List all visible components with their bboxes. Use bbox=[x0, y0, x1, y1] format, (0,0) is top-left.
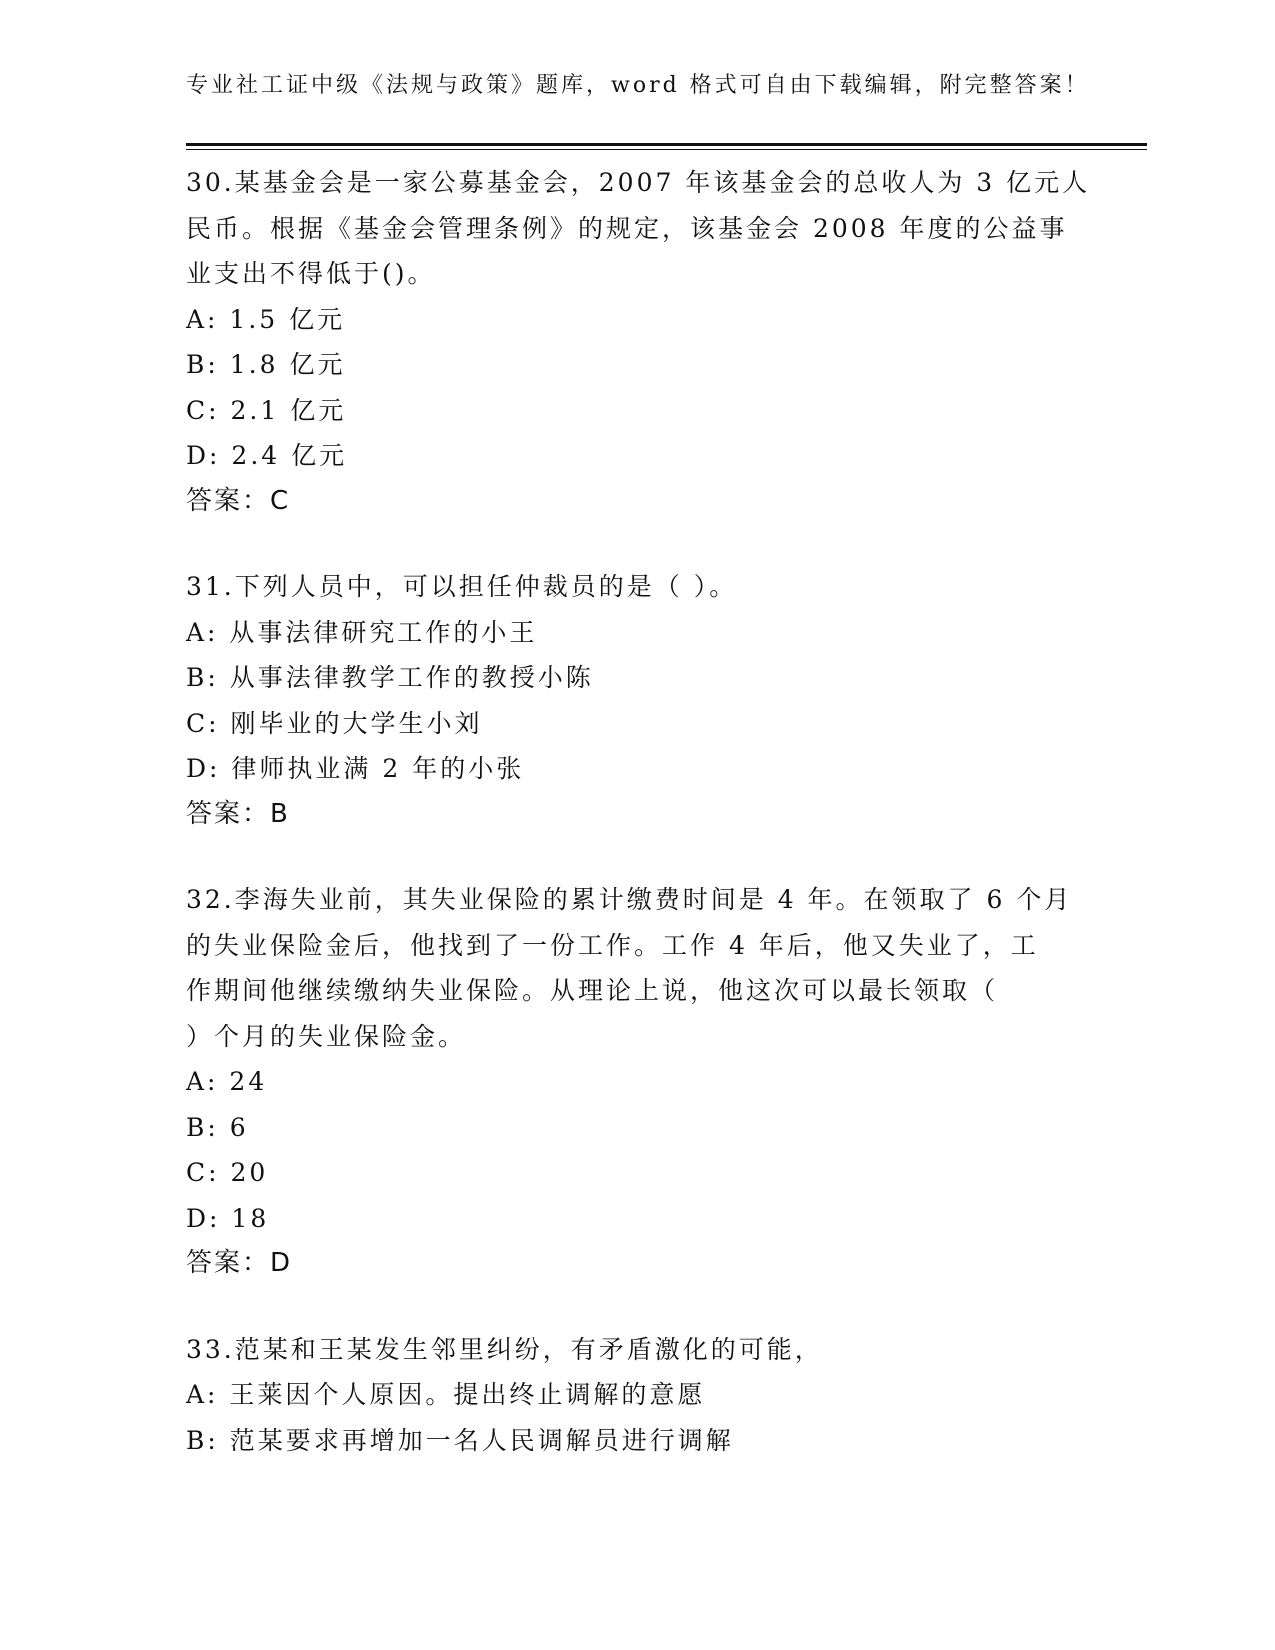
question-stem-line: 33.范某和王某发生邻里纠纷，有矛盾激化的可能， bbox=[186, 1334, 823, 1364]
header-rule bbox=[186, 143, 1147, 146]
option-c: C: 刚毕业的大学生小刘 bbox=[186, 708, 483, 738]
option-a: A: 从事法律研究工作的小王 bbox=[186, 617, 538, 647]
option-b: B: 范某要求再增加一名人民调解员进行调解 bbox=[186, 1425, 734, 1455]
question-list bbox=[186, 160, 1091, 1503]
page-header: 专业社工证中级《法规与政策》题库，word 格式可自由下载编辑，附完整答案！ bbox=[186, 73, 1090, 98]
option-d: D: 2.4 亿元 bbox=[186, 441, 348, 470]
option-a: A: 1.5 亿元 bbox=[186, 304, 346, 334]
option-a: A: 24 bbox=[186, 1067, 268, 1096]
option-c: C: 2.1 亿元 bbox=[186, 395, 347, 425]
answer-label: 答案：B bbox=[186, 798, 290, 829]
question-32 bbox=[186, 877, 1086, 1287]
question-stem-line: 32.李海失业前，其失业保险的累计缴费时间是 4 年。在领取了 6 个月 bbox=[186, 885, 1073, 914]
option-b: B: 6 bbox=[186, 1112, 249, 1142]
option-c: C: 20 bbox=[186, 1158, 269, 1187]
option-b: B: 1.8 亿元 bbox=[186, 350, 346, 379]
question-stem-line: 31.下列人员中，可以担任仲裁员的是（ ）。 bbox=[186, 572, 738, 601]
option-d: D: 律师执业满 2 年的小张 bbox=[186, 754, 525, 783]
answer-label: 答案：D bbox=[186, 1248, 293, 1278]
question-stem-line: ）个月的失业保险金。 bbox=[186, 1021, 467, 1051]
question-stem-line: 民币。根据《基金会管理条例》的规定，该基金会 2008 年度的公益事 bbox=[186, 213, 1068, 243]
question-33 bbox=[186, 1327, 1086, 1464]
question-stem-line: 的失业保险金后，他找到了一份工作。工作 4 年后，他又失业了，工 bbox=[186, 930, 1039, 960]
header-rule-thin bbox=[186, 149, 1147, 150]
question-stem-line: 作期间他继续缴纳失业保险。从理论上说，他这次可以最长领取（ bbox=[186, 976, 999, 1005]
answer-label: 答案：C bbox=[186, 485, 291, 516]
question-stem-line: 30.某基金会是一家公募基金会，2007 年该基金会的总收人为 3 亿元人 bbox=[186, 168, 1091, 197]
option-b: B: 从事法律教学工作的教授小陈 bbox=[186, 663, 594, 692]
option-d: D: 18 bbox=[186, 1203, 270, 1233]
option-a: A: 王莱因个人原因。提出终止调解的意愿 bbox=[186, 1380, 706, 1409]
question-31 bbox=[186, 564, 1086, 837]
question-30 bbox=[186, 160, 1091, 524]
question-stem-line: 业支出不得低于()。 bbox=[186, 259, 436, 288]
